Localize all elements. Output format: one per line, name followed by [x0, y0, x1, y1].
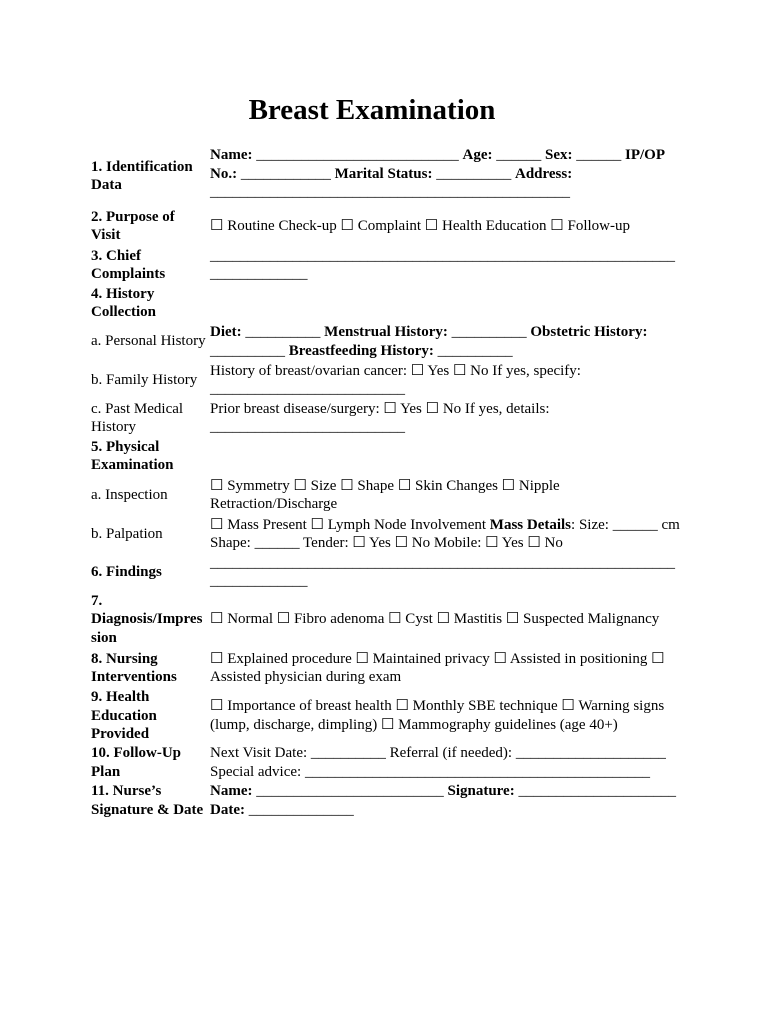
row-nursing-interventions [87, 648, 683, 688]
palpation-fields[interactable] [206, 515, 683, 553]
menstrual-history-blank[interactable]: __________ [451, 324, 527, 340]
breastfeeding-history-blank[interactable]: __________ [437, 342, 513, 359]
diet-blank[interactable]: __________ [245, 324, 321, 340]
label-inspection: a. Inspection [91, 486, 168, 503]
nurse-signature-fields [206, 782, 683, 820]
nurse-name-label: Name: [210, 783, 253, 799]
sex-label: Sex: [544, 147, 573, 163]
label-findings: 6. Findings [91, 563, 162, 580]
label-purpose-of-visit: 2. Purpose of Visit [91, 208, 175, 243]
diagnosis-options[interactable]: ☐ Normal ☐ Fibro adenoma ☐ Cyst ☐ Mastitis ☐ Suspected Malignancy [210, 611, 660, 628]
row-nurse-signature [87, 782, 683, 820]
findings-blank[interactable]: ______________________________________________________________ _____________ [210, 554, 675, 589]
label-chief-complaints: 3. Chief Complaints [91, 247, 166, 282]
label-history-collection: 4. History Collection [91, 285, 156, 320]
row-inspection [87, 475, 683, 515]
family-history-fields[interactable]: History of breast/ovarian cancer: ☐ Yes ☐ No If yes, specify: __________________________ [210, 362, 581, 397]
breastfeeding-history-label: Breastfeeding History: [288, 342, 434, 359]
identification-fields [206, 146, 683, 206]
diet-label: Diet: [210, 324, 242, 340]
age-blank[interactable]: ______ [496, 147, 542, 163]
obstetric-history-blank[interactable]: __________ [210, 342, 285, 359]
page-title: Breast Examination [248, 94, 496, 126]
name-label: Name: [210, 147, 253, 163]
obstetric-history-label: Obstetric History: [530, 324, 648, 340]
row-personal-history [87, 322, 683, 361]
signature-blank[interactable]: _____________________ [518, 783, 676, 799]
purpose-options[interactable]: ☐ Routine Check-up ☐ Complaint ☐ Health Education ☐ Follow-up [210, 217, 630, 234]
address-blank[interactable]: ________________________________________________ [210, 184, 570, 200]
date-blank[interactable]: ______________ [248, 801, 354, 818]
ipop-blank[interactable]: ____________ [240, 165, 331, 182]
row-chief-complaints [87, 246, 683, 284]
health-education-options[interactable]: ☐ Importance of breast health ☐ Monthly SBE technique ☐ Warning signs (lump, discharge, dimpling) ☐ Mammography guidelines (age 40+) [210, 698, 665, 733]
date-label: Date: [210, 801, 245, 818]
ipop-label: IP/OP No.: [210, 147, 665, 182]
examination-form-table [87, 146, 683, 820]
row-findings [87, 553, 683, 591]
label-personal-history: a. Personal History [91, 333, 206, 350]
label-past-medical-history: c. Past Medical History [91, 400, 184, 435]
mass-details-fields[interactable]: : Size: ______ cm Shape: ______ Tender: ☐ Yes ☐ No Mobile: ☐ Yes ☐ No [210, 516, 680, 551]
name-blank[interactable]: ___________________________ [256, 147, 459, 163]
label-nursing-interventions: 8. Nursing Interventions [91, 650, 177, 685]
row-palpation [87, 515, 683, 553]
row-history-collection [87, 284, 683, 322]
chief-complaints-blank[interactable]: ______________________________________________________________ _____________ [210, 247, 675, 282]
row-purpose-of-visit [87, 206, 683, 246]
row-family-history [87, 361, 683, 399]
label-diagnosis: 7. Diagnosis/Impression [91, 592, 203, 646]
row-identification [87, 146, 683, 206]
mass-details-label: Mass Details [489, 516, 572, 533]
row-past-medical-history [87, 399, 683, 437]
nursing-interventions-options[interactable]: ☐ Explained procedure ☐ Maintained privacy ☐ Assisted in positioning ☐ Assisted physician during exam [210, 650, 665, 685]
row-diagnosis [87, 591, 683, 648]
label-physical-examination: 5. Physical Examination [91, 438, 174, 473]
follow-up-fields[interactable]: Next Visit Date: __________ Referral (if needed): ____________________ Special advice: ______________________________________________ [210, 745, 666, 780]
palpation-options[interactable]: ☐ Mass Present ☐ Lymph Node Involvement [210, 516, 487, 533]
address-label: Address: [514, 165, 573, 182]
sex-blank[interactable]: ______ [576, 147, 622, 163]
label-follow-up-plan: 10. Follow-Up Plan [91, 745, 181, 780]
age-label: Age: [462, 147, 493, 163]
marital-status-blank[interactable]: __________ [436, 165, 512, 182]
personal-history-fields [206, 322, 683, 361]
inspection-options[interactable]: ☐ Symmetry ☐ Size ☐ Shape ☐ Skin Changes ☐ Nipple Retraction/Discharge [210, 477, 560, 512]
row-follow-up-plan [87, 744, 683, 782]
past-medical-history-fields[interactable]: Prior breast disease/surgery: ☐ Yes ☐ No If yes, details: __________________________ [210, 400, 550, 435]
marital-status-label: Marital Status: [334, 165, 433, 182]
signature-label: Signature: [447, 783, 515, 799]
label-nurse-signature: 11. Nurse’s Signature & Date [91, 783, 204, 818]
row-physical-examination [87, 437, 683, 475]
nurse-name-blank[interactable]: _________________________ [256, 783, 444, 799]
label-identification: 1. Identification Data [91, 158, 193, 193]
menstrual-history-label: Menstrual History: [324, 324, 448, 340]
label-family-history: b. Family History [91, 371, 198, 388]
label-palpation: b. Palpation [91, 525, 163, 542]
row-health-education [87, 688, 683, 744]
label-health-education: 9. Health Education Provided [91, 689, 157, 742]
